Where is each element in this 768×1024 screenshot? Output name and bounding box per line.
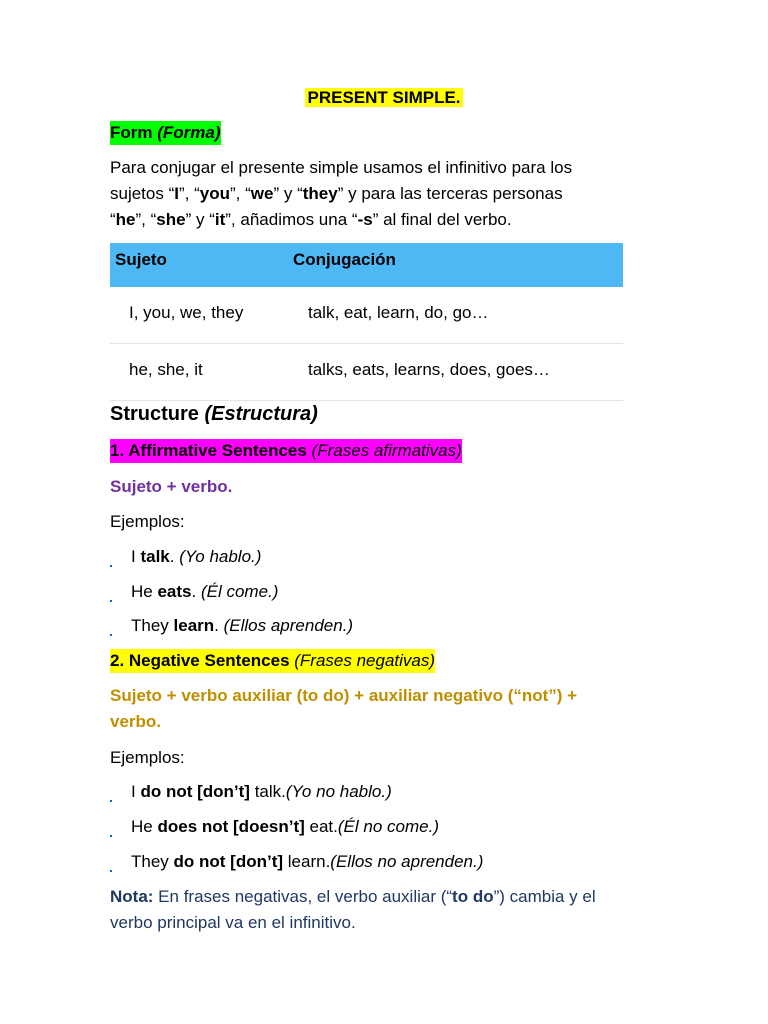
- table-row: [110, 344, 623, 401]
- affirmative-formula: Sujeto + verbo.: [110, 477, 233, 496]
- text: ”, “: [230, 184, 251, 203]
- text: I: [131, 547, 141, 566]
- text: ” y “: [273, 184, 303, 203]
- form-heading-es: (Forma): [157, 123, 221, 142]
- negative-heading: [110, 649, 435, 673]
- table-cell: I, you, we, they: [129, 303, 244, 322]
- list-item: [131, 815, 439, 839]
- text: They: [131, 852, 174, 871]
- verb: eats: [157, 582, 192, 601]
- table-row: [110, 287, 623, 344]
- title-text: PRESENT SIMPLE.: [307, 88, 461, 107]
- text: They: [131, 616, 174, 635]
- affirmative-heading: [110, 439, 462, 463]
- form-heading-text: Form: [110, 123, 153, 142]
- form-paragraph-line-2: [110, 181, 650, 207]
- negative-examples-label: Ejemplos:: [110, 748, 185, 767]
- list-bullet: [110, 835, 112, 837]
- verb: talk: [140, 547, 170, 566]
- text: talk.: [249, 782, 286, 801]
- text: ”, “: [135, 210, 157, 229]
- text: He: [131, 582, 158, 601]
- translation: (Ellos no aprenden.): [330, 852, 484, 871]
- subject-we: we: [250, 184, 274, 203]
- auxiliary: does not [doesn’t]: [157, 817, 305, 836]
- affirmative-heading-text: 1. Affirmative Sentences: [110, 441, 307, 460]
- translation: (Él no come.): [337, 817, 439, 836]
- translation: (Yo hablo.): [179, 547, 262, 566]
- table-cell: talk, eat, learn, do, go…: [308, 303, 489, 322]
- note-bold: to do: [452, 887, 494, 906]
- list-item: [131, 545, 261, 569]
- translation: (Yo no hablo.): [285, 782, 392, 801]
- note-label: Nota:: [110, 887, 154, 906]
- text: sujetos “: [110, 184, 175, 203]
- text: ” y “: [185, 210, 215, 229]
- list-item: [131, 580, 278, 604]
- negative-heading-es: (Frases negativas): [294, 651, 436, 670]
- subject-she: she: [156, 210, 186, 229]
- subject-he: he: [115, 210, 136, 229]
- table-header-cell: Sujeto: [115, 250, 167, 269]
- affirmative-heading-es: (Frases afirmativas): [311, 441, 462, 460]
- table-cell: he, she, it: [129, 360, 203, 379]
- translation: (Él come.): [200, 582, 279, 601]
- negative-heading-text: 2. Negative Sentences: [110, 651, 290, 670]
- subject-i: I: [174, 184, 179, 203]
- text: En frases negativas, el verbo auxiliar (“: [153, 887, 453, 906]
- translation: (Ellos aprenden.): [223, 616, 354, 635]
- list-bullet: [110, 800, 112, 802]
- negative-formula-line-1: Sujeto + verbo auxiliar (to do) + auxiliar negativo (“not”) +: [110, 686, 578, 705]
- table-header-cell: Conjugación: [293, 250, 396, 269]
- list-item: [131, 780, 392, 804]
- text: .: [214, 616, 224, 635]
- list-bullet: [110, 565, 112, 567]
- form-heading: [110, 121, 221, 145]
- affirmative-examples-label: Ejemplos:: [110, 512, 185, 531]
- structure-heading-es: (Estructura): [204, 403, 318, 425]
- list-bullet: [110, 600, 112, 602]
- text: I: [131, 782, 141, 801]
- structure-heading: [110, 401, 318, 427]
- verb: learn: [173, 616, 215, 635]
- text: learn.: [283, 852, 331, 871]
- conjugation-table: [110, 243, 623, 401]
- list-item: [131, 614, 353, 638]
- form-paragraph-line-3: [110, 207, 650, 233]
- list-bullet: [110, 634, 112, 636]
- text: .: [169, 547, 180, 566]
- text: ”, añadimos una “: [225, 210, 358, 229]
- table-cell: talks, eats, learns, does, goes…: [308, 360, 550, 379]
- text: ”, “: [178, 184, 200, 203]
- subject-they: they: [302, 184, 338, 203]
- note-line-1: [110, 885, 596, 909]
- negative-formula-line-2: verbo.: [110, 712, 162, 731]
- text: ”) cambia y el: [493, 887, 596, 906]
- text: .: [191, 582, 201, 601]
- text: ” y para las terceras personas: [337, 184, 563, 203]
- text: eat.: [304, 817, 338, 836]
- note-line-2: verbo principal va en el infinitivo.: [110, 913, 356, 932]
- form-paragraph: [110, 155, 650, 233]
- text: “: [110, 210, 116, 229]
- text: ” al final del verbo.: [372, 210, 512, 229]
- list-bullet: [110, 870, 112, 872]
- page-title: [0, 86, 768, 110]
- auxiliary: do not [don’t]: [173, 852, 284, 871]
- list-item: [131, 850, 483, 874]
- form-paragraph-line-1: [110, 155, 650, 181]
- text: Para conjugar el presente simple usamos el infinitivo para los: [110, 158, 573, 177]
- structure-heading-text: Structure: [110, 403, 199, 425]
- subject-you: you: [199, 184, 230, 203]
- text: He: [131, 817, 158, 836]
- suffix-s: -s: [357, 210, 373, 229]
- auxiliary: do not [don’t]: [140, 782, 250, 801]
- subject-it: it: [214, 210, 226, 229]
- table-header: [110, 243, 623, 287]
